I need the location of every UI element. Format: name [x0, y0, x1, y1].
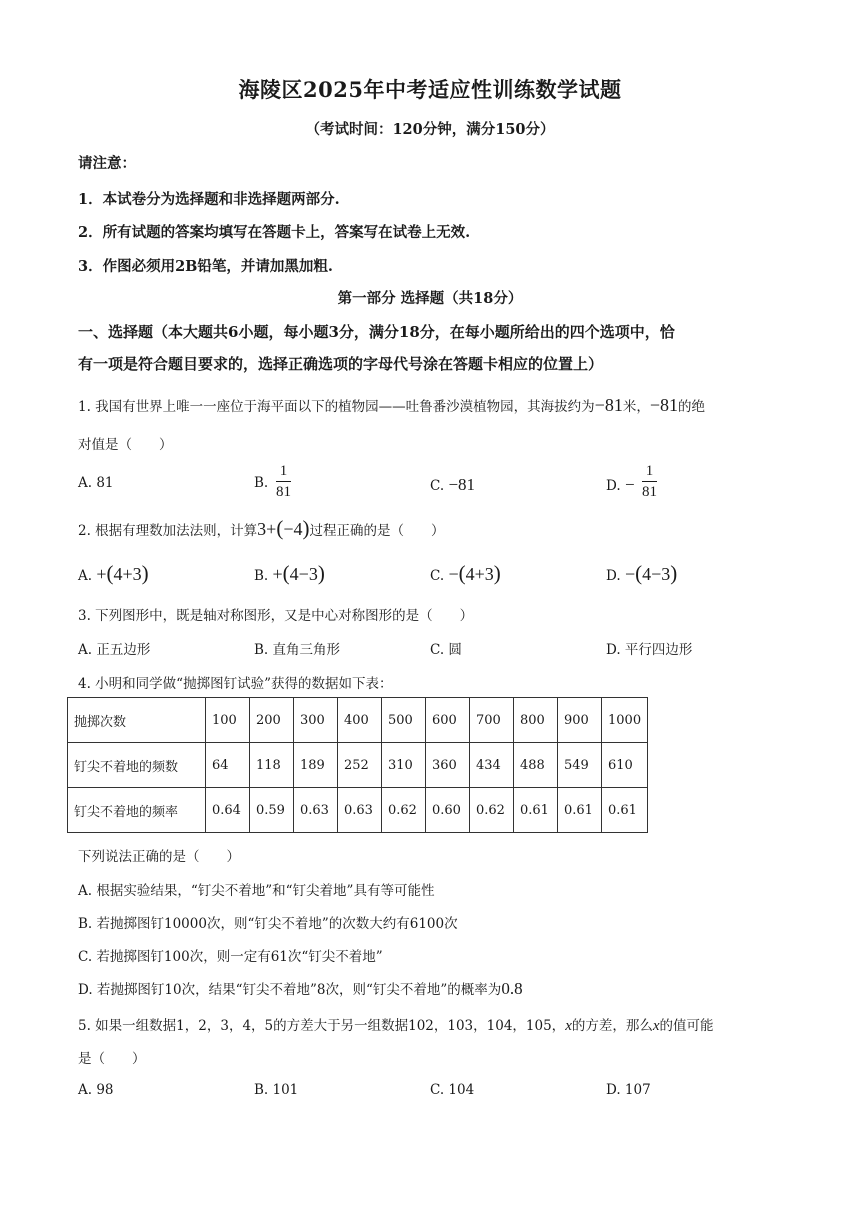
table-cell: 200 [250, 698, 294, 743]
q2-option-c: C. −(4+3) [430, 561, 501, 585]
table-cell: 310 [382, 743, 426, 788]
q4-option-d [78, 978, 523, 999]
q3-option-b: B. 直角三角形 [254, 642, 341, 658]
table-cell: 1000 [602, 698, 648, 743]
table-cell: 0.64 [206, 788, 250, 833]
inner-expression: 4−3 [289, 564, 318, 584]
q1-option-a: A. 81 [78, 475, 114, 491]
q1-text: 1. 我国有世界上唯一一座位于海平面以下的植物园——吐鲁番沙漠植物园，其海拔约为 [78, 399, 595, 415]
q2-option-a: A. +(4+3) [78, 561, 149, 585]
fraction-bar [642, 481, 657, 482]
q2-text: 2. 根据有理数加法法则，计算 [78, 523, 258, 539]
option-label: D. [606, 568, 621, 584]
question-1 [78, 395, 705, 416]
variable-x: x [565, 1018, 572, 1034]
notice-item: 2．所有试题的答案均填写在答题卡上，答案写在试卷上无效. [78, 224, 471, 241]
q1-text: 的绝 [677, 399, 705, 415]
table-cell: 0.63 [294, 788, 338, 833]
table-cell: 118 [250, 743, 294, 788]
q1-expression: −81 [649, 395, 678, 415]
table-cell: 0.61 [602, 788, 648, 833]
q1-option-d [606, 475, 635, 495]
option-label: C. [430, 568, 445, 584]
fraction-bar [276, 481, 291, 482]
question-2: 2. 根据有理数加法法则，计算3+(−4)过程正确的是（ ） [78, 516, 445, 540]
table-cell: 610 [602, 743, 648, 788]
table-cell: 400 [338, 698, 382, 743]
table-row [68, 743, 648, 788]
table-cell: 360 [426, 743, 470, 788]
inner-expression: 4−3 [642, 564, 671, 584]
table-cell: 0.62 [470, 788, 514, 833]
q1-text: 米， [622, 399, 650, 415]
q1-option-b-fraction [276, 462, 291, 501]
table-cell: 434 [470, 743, 514, 788]
table-cell: 700 [470, 698, 514, 743]
q1-option-b-label: B. [254, 475, 269, 491]
question-3: 3. 下列图形中，既是轴对称图形，又是中心对称图形的是（ ） [78, 608, 474, 624]
table-cell: 500 [382, 698, 426, 743]
table-cell: 252 [338, 743, 382, 788]
question-5-line2: 是（ ） [78, 1051, 146, 1067]
q5-text: 的值可能 [659, 1018, 714, 1034]
table-cell: 0.61 [558, 788, 602, 833]
q2-option-b: B. +(4−3) [254, 561, 325, 585]
q4-prompt: 下列说法正确的是（ ） [78, 849, 240, 865]
denominator: 81 [276, 484, 291, 500]
sign: − [448, 564, 459, 584]
q1-expression: −81 [594, 395, 623, 415]
q5-option-c: C. 104 [430, 1082, 475, 1098]
table-cell: 189 [294, 743, 338, 788]
table-cell: 0.59 [250, 788, 294, 833]
minus-sign: − [624, 475, 635, 494]
q5-text: 5. 如果一组数据1，2，3，4，5的方差大于另一组数据102，103，104，105， [78, 1018, 566, 1034]
q5-option-b: B. 101 [254, 1082, 299, 1098]
table-row [68, 788, 648, 833]
table-cell: 300 [294, 698, 338, 743]
exam-subtitle: （考试时间：120分钟，满分150分） [305, 121, 555, 138]
table-cell: 0.63 [338, 788, 382, 833]
q2-expression: −4 [283, 519, 303, 539]
row-header: 钉尖不着地的频数 [68, 743, 206, 788]
q2-option-d: D. −(4−3) [606, 561, 678, 585]
variable-x: x [652, 1018, 660, 1034]
sign: − [624, 564, 636, 584]
table-cell: 64 [206, 743, 250, 788]
table-cell: 100 [206, 698, 250, 743]
denominator: 81 [642, 484, 657, 500]
q4-option-c: C. 若抛掷图钉100次，则一定有61次“钉尖不着地” [78, 949, 383, 965]
table-cell: 0.60 [426, 788, 470, 833]
table-row [68, 698, 648, 743]
option-label: D. [606, 478, 621, 494]
q1-option-d-fraction [642, 462, 657, 501]
table-cell: 900 [558, 698, 602, 743]
sign: + [272, 564, 283, 584]
exam-title: 海陵区2025年中考适应性训练数学试题 [238, 77, 622, 102]
inner-expression: 4+3 [465, 564, 494, 584]
experiment-table [67, 697, 648, 833]
notice-heading: 请注意： [78, 155, 136, 172]
option-value: 0.8 [501, 979, 523, 998]
row-header: 钉尖不着地的频率 [68, 788, 206, 833]
option-value: −81 [448, 475, 476, 494]
q5-text: 的方差，那么 [571, 1018, 653, 1034]
q5-option-d: D. 107 [606, 1082, 651, 1098]
inner-expression: 4+3 [113, 564, 142, 584]
q3-option-d: D. 平行四边形 [606, 642, 693, 658]
numerator: 1 [645, 463, 654, 479]
table-cell: 600 [426, 698, 470, 743]
option-label: C. [430, 478, 445, 494]
notice-item: 1．本试卷分为选择题和非选择题两部分. [78, 191, 340, 208]
option-label: B. [254, 568, 269, 584]
numerator: 1 [279, 463, 288, 479]
part1-instructions: 一、选择题（本大题共6小题，每小题3分，满分18分，在每小题所给出的四个选项中，恰 [78, 323, 675, 341]
q4-option-a: A. 根据实验结果，“钉尖不着地”和“钉尖着地”具有等可能性 [78, 883, 435, 899]
q5-option-a: A. 98 [78, 1082, 114, 1098]
table-cell: 0.62 [382, 788, 426, 833]
sign: + [96, 564, 107, 584]
q2-text: 过程正确的是（ ） [309, 523, 445, 539]
part1-title: 第一部分 选择题（共18分） [337, 290, 523, 307]
part1-instructions: 有一项是符合题目要求的，选择正确选项的字母代号涂在答题卡相应的位置上） [78, 355, 604, 373]
q3-option-a: A. 正五边形 [78, 642, 151, 658]
q4-option-b: B. 若抛掷图钉10000次，则“钉尖不着地”的次数大约有6100次 [78, 916, 458, 932]
table-cell: 549 [558, 743, 602, 788]
table-cell: 488 [514, 743, 558, 788]
question-5 [78, 1014, 714, 1035]
notice-item: 3．作图必须用2B铅笔，并请加黑加粗. [78, 258, 333, 275]
option-label: A. [78, 568, 93, 584]
option-text: D. 若抛掷图钉10次，结果“钉尖不着地”8次，则“钉尖不着地”的概率为 [78, 982, 502, 998]
table-cell: 800 [514, 698, 558, 743]
table-cell: 0.61 [514, 788, 558, 833]
q1-option-c [430, 475, 475, 495]
q3-option-c: C. 圆 [430, 642, 462, 658]
q2-expression: 3+ [257, 519, 277, 539]
row-header: 抛掷次数 [68, 698, 206, 743]
question-1-line2: 对值是（ ） [78, 437, 173, 453]
question-4: 4. 小明和同学做“抛掷图钉试验”获得的数据如下表： [78, 676, 393, 692]
